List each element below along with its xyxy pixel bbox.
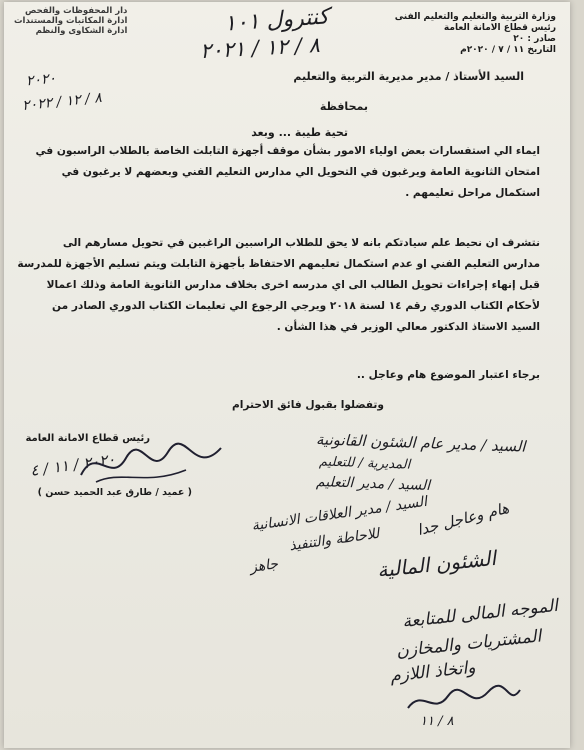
paragraph-line: ايماء الي استفسارات بعض اولياء الامور بشأن موقف أجهزة التابلت الخاصة بالطلاب الراسبون في (35, 145, 540, 157)
handwritten-note-4: المشتريات والمخازن (395, 626, 543, 662)
paragraph-2 (10, 236, 540, 334)
handwritten-note-5: واتخاذ اللازم (389, 657, 477, 687)
handwritten-finance: الشئون المالية (376, 545, 497, 583)
closing: وتفضلوا بقبول فائق الاحترام (232, 399, 384, 411)
paragraph-line: استكمال مراحل تعليمهم . (405, 187, 540, 199)
ministry-line: وزارة التربية والتعليم والتعليم الفنى (394, 12, 556, 22)
greeting: تحية طيبة ... وبعد (251, 126, 348, 139)
handwritten-routing-1: السيد / مدير عام الشئون القانونية (316, 430, 527, 456)
paragraph-line: مدارس التعليم الفني او عدم استكمال تعليمهم الاحتفاظ بأجهزة التابلت ويتم تسليم الأجهزة للمدرسة (17, 258, 540, 270)
handwritten-note-3: الموجه المالى للمتابعة (401, 595, 559, 633)
handwritten-urgent: هام وعاجل جدا (415, 498, 511, 540)
records-line: ادارة الشكاوى والنظم (35, 26, 128, 36)
handwritten-signature: جاهز (248, 556, 279, 576)
paragraph-line: نتشرف ان نحيط علم سيادتكم بانه لا يحق للطلاب الراسبين الراغبين في تحويل مسارهم الى (62, 237, 540, 249)
paragraph-line: السيد الاستاذ الدكتور معالي الوزير في هذا الشأن . (276, 321, 540, 333)
outgoing-number: صادر : ٢٠ (513, 34, 556, 44)
paragraph-1 (10, 144, 540, 200)
sector-line: رئيس قطاع الامانة العامة (443, 23, 556, 33)
handwritten-routing-3: السيد / مدير التعليم (315, 474, 431, 494)
handwritten-instruction-1: السيد / مدير العلاقات الانسانية (250, 493, 429, 535)
signature-scribble (76, 440, 226, 490)
paragraph-line: لأحكام الكتاب الدوري رقم ١٤ لسنة ٢٠١٨ ويرجي الرجوع الي تعليمات الكتاب الدوري الصادر من (52, 300, 540, 312)
addressee: السيد الأستاذ / مدير مديرية التربية والتعليم (293, 70, 524, 83)
signer-name: ( عميد / طارق عبد الحميد حسن ) (37, 487, 192, 498)
signer-title: رئيس قطاع الامانة العامة (25, 433, 150, 444)
paragraph-line: قبل إنهاء إجراءات تحويل الطالب الى اي مدرسه اخرى بخلاف مدارس الثانوية العامة وذلك اعمالا (46, 279, 540, 291)
handwritten-side-date: ٨ / ١٢ / ٢٠٢٢ (21, 89, 103, 115)
handwritten-number: ٢٠٢٠ (25, 70, 57, 90)
urgent-note: برجاء اعتبار الموضوع هام وعاجل .. (356, 369, 540, 381)
header-date: التاريخ ١١ / ٧ / ٢٠٢٠م (460, 45, 556, 55)
paragraph-line: امتحان الثانوية العامة ويرغبون في التحويل الي مدارس التعليم الفني وبعضهم لا يرغبون في (61, 166, 540, 178)
records-line: ادارة المكاتبات والمستندات (14, 16, 128, 26)
ministry-header (395, 12, 556, 56)
records-header (14, 6, 127, 36)
handwritten-date-top: ٨ / ١٢ / ٢٠٢١ (199, 32, 321, 64)
handwritten-instruction-2: للاحاطة والتنفيذ (288, 525, 381, 555)
handwritten-routing-2: المديرية / للتعليم (318, 454, 411, 473)
handwritten-note-top: كنترول ١٠١ (223, 4, 330, 37)
handwritten-bottom-date: ٨ / ١١ (420, 714, 454, 729)
signer-date: ٢٠٢٠ / ١١ / ٤ (29, 450, 117, 480)
document-page (4, 2, 570, 748)
governorate: بمحافظة (319, 100, 368, 113)
records-line: دار المحفوظات والفحص (24, 6, 128, 16)
